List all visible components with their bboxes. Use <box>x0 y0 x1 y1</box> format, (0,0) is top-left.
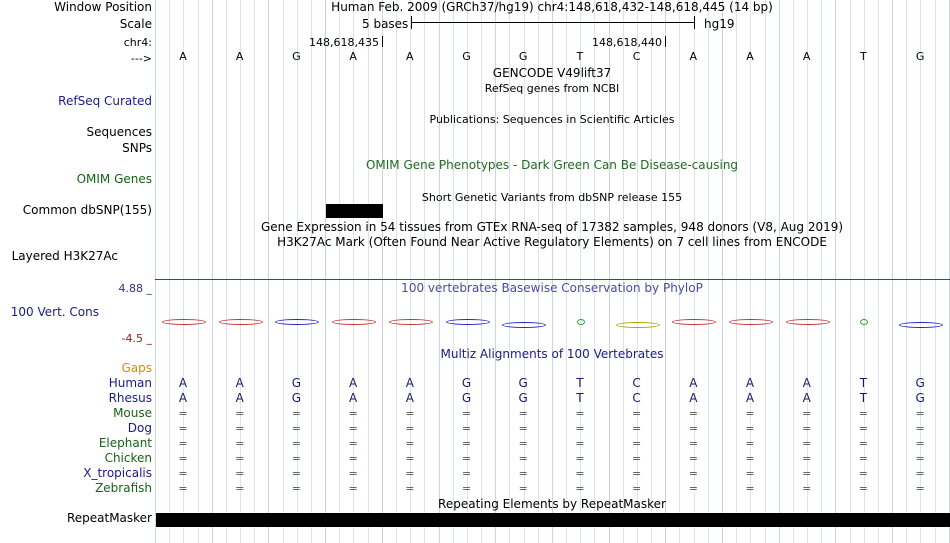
species-label[interactable]: Chicken <box>104 451 152 465</box>
grid-line <box>439 0 440 543</box>
grid-line <box>665 0 666 543</box>
alignment-base: G <box>915 391 925 405</box>
grid-line <box>679 0 680 543</box>
alignment-base: = <box>348 422 358 435</box>
alignment-base: = <box>688 422 698 435</box>
alignment-base: = <box>688 452 698 465</box>
species-label[interactable]: Dog <box>127 421 152 435</box>
alignment-base: G <box>461 391 472 405</box>
alignment-base: = <box>631 407 642 420</box>
sequence-base: T <box>576 50 584 63</box>
phylop-score-glyph <box>616 322 660 328</box>
alignment-base: = <box>745 482 755 495</box>
grid-line <box>481 0 482 543</box>
alignment-base: A <box>405 391 414 405</box>
refseq-curated-label[interactable]: RefSeq Curated <box>58 94 152 108</box>
alignment-base: A <box>348 376 358 390</box>
alignment-base: A <box>178 391 188 405</box>
alignment-base: = <box>405 422 415 435</box>
grid-line <box>283 0 284 543</box>
grid-line <box>325 0 326 543</box>
alignment-base: C <box>632 376 641 390</box>
grid-line <box>155 0 156 543</box>
alignment-base: = <box>518 437 528 450</box>
grid-line <box>935 0 936 543</box>
alignment-base: = <box>405 452 415 465</box>
grid-line <box>623 0 624 543</box>
phylop-score-glyph <box>446 319 490 325</box>
alignment-base: G <box>518 391 528 405</box>
alignment-base: = <box>405 467 415 480</box>
alignment-base: = <box>178 482 188 495</box>
window-position-label: Window Position <box>54 0 152 14</box>
alignment-base: = <box>858 482 868 495</box>
position-tick-mark-2 <box>665 36 666 47</box>
grid-line <box>821 0 822 543</box>
dbsnp-variant-feature[interactable] <box>326 204 383 218</box>
alignment-base: = <box>518 482 528 495</box>
alignment-base: = <box>745 452 755 465</box>
vert-cons-label[interactable]: 100 Vert. Cons <box>10 305 99 319</box>
grid-line <box>254 0 255 543</box>
alignment-base: A <box>745 391 755 405</box>
alignment-base: = <box>461 422 472 435</box>
alignment-base: = <box>631 422 642 435</box>
alignment-base: G <box>291 391 302 405</box>
alignment-base: = <box>631 437 642 450</box>
alignment-base: = <box>575 482 585 495</box>
alignment-base: = <box>235 452 245 465</box>
phylop-score-glyph <box>577 319 585 325</box>
alignment-base: G <box>518 376 528 390</box>
species-label[interactable]: Human <box>108 376 152 390</box>
species-label[interactable]: X_tropicalis <box>83 466 152 480</box>
alignment-base: = <box>915 407 925 420</box>
alignment-base: = <box>575 467 585 480</box>
cons-min-label: -4.5 _ <box>121 332 152 345</box>
grid-line <box>779 0 780 543</box>
repeatmasker-label[interactable]: RepeatMasker <box>66 511 152 525</box>
gtex-track-title: Gene Expression in 54 tissues from GTEx RNA-seq of 17382 samples, 948 donors (V8, Aug 2019) <box>260 220 844 234</box>
species-label[interactable]: Elephant <box>98 436 152 450</box>
phylop-track-title: 100 vertebrates Basewise Conservation by PhyloP <box>401 281 703 295</box>
alignment-base: = <box>348 407 358 420</box>
alignment-base: = <box>461 452 472 465</box>
sequences-label[interactable]: Sequences <box>86 125 152 139</box>
alignment-base: = <box>631 452 642 465</box>
alignment-base: = <box>631 467 642 480</box>
grid-line <box>793 0 794 543</box>
chrom-label: chr4: <box>123 36 152 49</box>
alignment-base: = <box>518 422 528 435</box>
alignment-base: G <box>915 376 925 390</box>
alignment-base: = <box>688 437 698 450</box>
dbsnp-track-title: Short Genetic Variants from dbSNP release 155 <box>421 191 683 204</box>
sequence-base: G <box>292 50 301 63</box>
grid-line <box>311 0 312 543</box>
alignment-base: = <box>518 407 528 420</box>
phylop-score-glyph <box>162 319 206 325</box>
strand-label: ---> <box>130 52 152 65</box>
alignment-base: = <box>631 482 642 495</box>
alignment-base: A <box>405 376 414 390</box>
phylop-score-glyph <box>786 319 830 325</box>
alignment-base: = <box>575 437 585 450</box>
grid-line <box>906 0 907 543</box>
grid-line <box>708 0 709 543</box>
gencode-track-title[interactable]: GENCODE V49lift37 <box>492 66 612 80</box>
multiz-track-title: Multiz Alignments of 100 Vertebrates <box>440 347 664 361</box>
grid-line <box>765 0 766 543</box>
grid-line <box>396 0 397 543</box>
alignment-base: = <box>461 467 472 480</box>
phylop-score-glyph <box>672 319 716 325</box>
alignment-base: A <box>802 391 811 405</box>
alignment-base: = <box>688 482 698 495</box>
h3k27ac-track-title: H3K27Ac Mark (Often Found Near Active Regulatory Elements) on 7 cell lines from ENCODE <box>277 235 827 249</box>
alignment-base: A <box>178 376 188 390</box>
alignment-base: = <box>348 467 358 480</box>
scale-assembly: hg19 <box>704 17 735 31</box>
alignment-base: = <box>915 452 925 465</box>
alignment-base: = <box>688 407 698 420</box>
alignment-base: C <box>632 391 641 405</box>
grid-line <box>339 0 340 543</box>
grid-line <box>424 0 425 543</box>
alignment-base: = <box>802 452 812 465</box>
species-label[interactable]: Mouse <box>113 406 152 420</box>
alignment-base: = <box>405 407 415 420</box>
refseq-track-subtitle: RefSeq genes from NCBI <box>484 82 620 95</box>
scale-text: 5 bases <box>362 17 409 31</box>
grid-line <box>736 0 737 543</box>
alignment-base: = <box>235 482 245 495</box>
position-tick-2: 148,618,440 <box>592 36 662 49</box>
alignment-base: = <box>235 407 245 420</box>
grid-line <box>722 0 723 543</box>
phylop-score-glyph <box>332 319 376 325</box>
alignment-base: A <box>348 391 358 405</box>
publications-track-title: Publications: Sequences in Scientific Articles <box>429 113 675 126</box>
alignment-base: A <box>745 376 755 390</box>
alignment-base: = <box>178 437 188 450</box>
alignment-base: = <box>291 437 301 450</box>
sequence-base: G <box>518 50 528 63</box>
alignment-base: = <box>858 467 868 480</box>
gaps-label[interactable]: Gaps <box>121 361 152 375</box>
alignment-base: = <box>291 422 301 435</box>
alignment-base: = <box>575 407 585 420</box>
window-position-value: Human Feb. 2009 (GRCh37/hg19) chr4:148,618,432-148,618,445 (14 bp) <box>331 0 773 14</box>
alignment-base: = <box>915 437 925 450</box>
alignment-base: = <box>461 482 472 495</box>
alignment-base: = <box>575 452 585 465</box>
phylop-score-glyph <box>502 322 546 328</box>
common-dbsnp-label[interactable]: Common dbSNP(155) <box>22 203 152 217</box>
sequence-base: A <box>802 50 811 63</box>
sequence-base: A <box>746 50 754 63</box>
alignment-base: = <box>915 467 925 480</box>
alignment-base: T <box>576 391 584 405</box>
position-tick-1: 148,618,435 <box>309 36 379 49</box>
grid-line <box>892 0 893 543</box>
alignment-base: = <box>178 422 188 435</box>
phylop-score-glyph <box>275 319 319 325</box>
alignment-base: = <box>405 437 415 450</box>
grid-line <box>382 0 383 543</box>
grid-line <box>368 0 369 543</box>
layered-h3k27ac-label[interactable]: Layered H3K27Ac <box>11 249 118 263</box>
alignment-base: = <box>291 467 301 480</box>
grid-line <box>212 0 213 543</box>
sequence-base: A <box>235 50 244 63</box>
phylop-score-glyph <box>860 319 868 325</box>
alignment-base: = <box>291 482 301 495</box>
grid-line <box>850 0 851 543</box>
grid-line <box>651 0 652 543</box>
sequence-base: A <box>689 50 698 63</box>
scale-bar-right-tick <box>694 16 695 29</box>
alignment-base: = <box>745 467 755 480</box>
alignment-base: = <box>518 467 528 480</box>
alignment-base: = <box>461 407 472 420</box>
alignment-base: = <box>858 407 868 420</box>
sequence-base: G <box>462 50 471 63</box>
phylop-score-glyph <box>389 319 433 325</box>
snps-label[interactable]: SNPs <box>122 141 152 155</box>
alignment-base: = <box>858 437 868 450</box>
cons-max-label: 4.88 _ <box>118 282 152 295</box>
scale-label: Scale <box>119 17 152 31</box>
alignment-base: = <box>802 467 812 480</box>
alignment-base: = <box>235 422 245 435</box>
alignment-base: A <box>689 391 698 405</box>
grid-line <box>835 0 836 543</box>
alignment-base: T <box>859 376 868 390</box>
alignment-base: A <box>235 376 244 390</box>
alignment-base: = <box>348 437 358 450</box>
alignment-base: = <box>518 452 528 465</box>
alignment-base: = <box>235 467 245 480</box>
alignment-base: = <box>178 467 188 480</box>
phylop-score-glyph <box>899 322 943 328</box>
alignment-base: A <box>235 391 244 405</box>
sequence-base: C <box>632 50 641 63</box>
alignment-base: A <box>689 376 698 390</box>
omim-track-title: OMIM Gene Phenotypes - Dark Green Can Be Disease-causing <box>365 158 739 172</box>
species-label[interactable]: Zebrafish <box>95 481 152 495</box>
alignment-base: = <box>802 422 812 435</box>
alignment-base: = <box>688 467 698 480</box>
repeatmasker-feature[interactable] <box>156 513 950 527</box>
phylop-score-glyph <box>219 319 263 325</box>
sequence-base: A <box>349 50 357 63</box>
alignment-base: T <box>859 391 868 405</box>
alignment-base: = <box>348 452 358 465</box>
alignment-base: = <box>405 482 415 495</box>
alignment-base: = <box>858 452 868 465</box>
alignment-base: = <box>802 482 812 495</box>
position-tick-mark-1 <box>382 36 383 47</box>
phylop-score-glyph <box>729 319 773 325</box>
alignment-base: = <box>178 452 188 465</box>
sequence-base: G <box>915 50 925 63</box>
alignment-base: = <box>575 422 585 435</box>
alignment-base: T <box>576 376 584 390</box>
grid-line <box>169 0 170 543</box>
alignment-base: = <box>745 437 755 450</box>
track-separator <box>155 279 950 280</box>
alignment-base: = <box>745 407 755 420</box>
alignment-base: = <box>915 482 925 495</box>
repeatmasker-track-title: Repeating Elements by RepeatMasker <box>438 497 666 511</box>
sequence-base: T <box>860 50 867 63</box>
alignment-base: = <box>802 437 812 450</box>
alignment-base: = <box>291 407 301 420</box>
alignment-base: = <box>461 437 472 450</box>
alignment-base: A <box>802 376 811 390</box>
alignment-base: = <box>802 407 812 420</box>
grid-line <box>268 0 269 543</box>
grid-line <box>226 0 227 543</box>
alignment-base: = <box>178 407 188 420</box>
alignment-base: G <box>291 376 302 390</box>
grid-line <box>453 0 454 543</box>
alignment-base: G <box>461 376 472 390</box>
alignment-base: = <box>915 422 925 435</box>
scale-bar <box>411 22 694 23</box>
alignment-base: = <box>745 422 755 435</box>
alignment-base: = <box>858 422 868 435</box>
omim-genes-label[interactable]: OMIM Genes <box>76 172 152 186</box>
sequence-base: A <box>406 50 414 63</box>
alignment-base: = <box>291 452 301 465</box>
alignment-base: = <box>348 482 358 495</box>
species-label[interactable]: Rhesus <box>108 391 152 405</box>
grid-line <box>878 0 879 543</box>
grid-line <box>198 0 199 543</box>
alignment-base: = <box>235 437 245 450</box>
sequence-base: A <box>179 50 187 63</box>
